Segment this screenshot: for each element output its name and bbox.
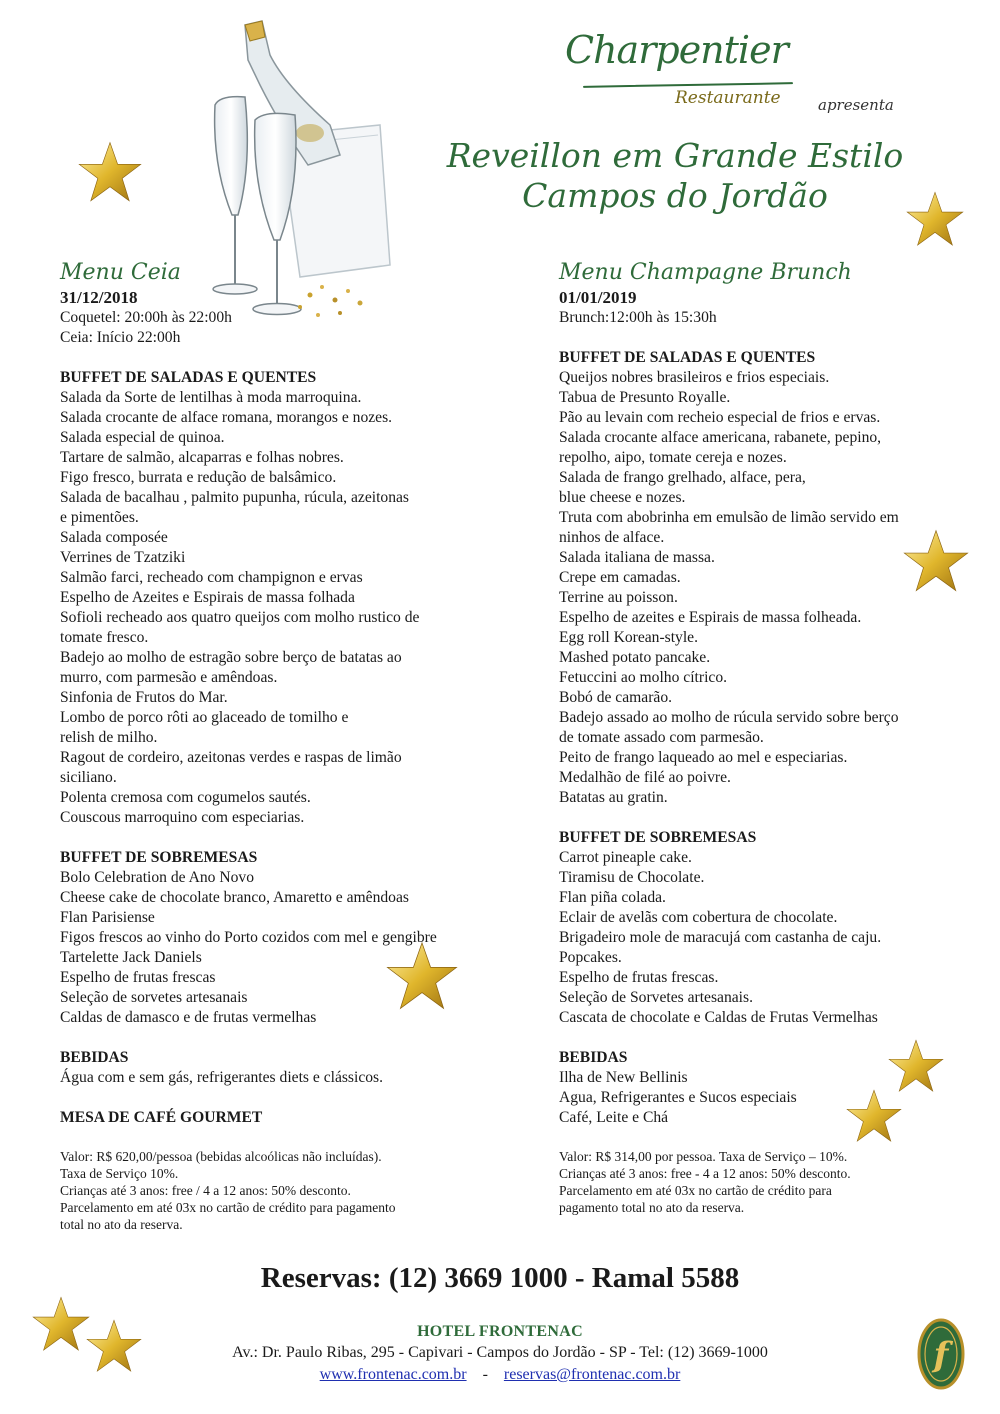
hotel-name: HOTEL FRONTENAC [417, 1323, 583, 1340]
list-item: Batatas au gratin. [559, 789, 668, 806]
price-note-line: Valor: R$ 620,00/pessoa (bebidas alcoólicas não incluídas). [60, 1149, 382, 1164]
menu-brunch-column [559, 258, 979, 1216]
list-item: e pimentões. [60, 509, 139, 526]
list-item: Polenta cremosa com cogumelos sautés. [60, 789, 311, 806]
drinks-heading: BEBIDAS [559, 1049, 628, 1066]
price-note-line: Taxa de Serviço 10%. [60, 1166, 179, 1181]
list-item: Caldas de damasco e de frutas vermelhas [60, 1009, 317, 1026]
list-item: Salada composée [60, 529, 168, 546]
list-item: Tabua de Presunto Royalle. [559, 389, 731, 406]
list-item: de tomate assado com parmesão. [559, 729, 764, 746]
list-item: Peito de frango laqueado ao mel e especiarias. [559, 749, 848, 766]
link-separator: - [482, 1366, 488, 1383]
list-item: Cheese cake de chocolate branco, Amaretto e amêndoas [60, 889, 409, 906]
list-item: Salada de bacalhau , palmito pupunha, rúcula, azeitonas [60, 489, 409, 506]
event-title-line2: Campos do Jordão [522, 176, 828, 215]
event-title [400, 136, 950, 216]
menu-brunch-title: Menu Champagne Brunch [559, 260, 852, 285]
list-item: Seleção de Sorvetes artesanais. [559, 989, 753, 1006]
drinks-heading: BEBIDAS [60, 1049, 129, 1066]
coffee-heading: MESA DE CAFÉ GOURMET [60, 1109, 263, 1126]
list-item: Egg roll Korean-style. [559, 629, 699, 646]
list-item: Tiramisu de Chocolate. [559, 869, 705, 886]
list-item: Salada de frango grelhado, alface, pera, [559, 469, 806, 486]
price-note-line: total no ato da reserva. [60, 1217, 183, 1232]
list-item: Bolo Celebration de Ano Novo [60, 869, 255, 886]
list-item: tomate fresco. [60, 629, 149, 646]
list-item: Café, Leite e Chá [559, 1109, 669, 1126]
list-item: Badejo assado ao molho de rúcula servido sobre berço [559, 709, 899, 726]
list-item: Água com e sem gás, refrigerantes diets e clássicos. [60, 1069, 384, 1086]
schedule-line: Brunch:12:00h às 15:30h [559, 309, 717, 326]
presents-text: apresenta [818, 96, 894, 114]
list-item: Lombo de porco rôti ao glaceado de tomilho e [60, 709, 349, 726]
list-item: Figos frescos ao vinho do Porto cozidos com mel e gengibre [60, 929, 437, 946]
list-item: blue cheese e nozes. [559, 489, 686, 506]
list-item: Salmão farci, recheado com champignon e ervas [60, 569, 363, 586]
price-note-line: Parcelamento em até 03x no cartão de crédito para pagamento [60, 1200, 396, 1215]
price-note-line: Parcelamento em até 03x no cartão de crédito para [559, 1183, 832, 1198]
hotel-logo-icon [917, 1318, 965, 1390]
menu-ceia-title: Menu Ceia [60, 260, 181, 285]
list-item: Ragout de cordeiro, azeitonas verdes e raspas de limão [60, 749, 402, 766]
list-item: Cascata de chocolate e Caldas de Frutas Vermelhas [559, 1009, 878, 1026]
list-item: Salada especial de quinoa. [60, 429, 225, 446]
list-item: Pão au levain com recheio especial de frios e ervas. [559, 409, 881, 426]
list-item: Espelho de azeites e Espirais de massa folheada. [559, 609, 862, 626]
salads-heading: BUFFET DE SALADAS E QUENTES [60, 369, 317, 386]
list-item: Crepe em camadas. [559, 569, 681, 586]
list-item: Sinfonia de Frutos do Mar. [60, 689, 228, 706]
restaurant-logo [565, 28, 805, 118]
list-item: Agua, Refrigerantes e Sucos especiais [559, 1089, 797, 1106]
price-note-line: Crianças até 3 anos: free / 4 a 12 anos: 50% desconto. [60, 1183, 351, 1198]
list-item: Popcakes. [559, 949, 622, 966]
website-link[interactable]: www.frontenac.com.br [319, 1366, 467, 1383]
list-item: Badejo ao molho de estragão sobre berço de batatas ao [60, 649, 402, 666]
list-item: Salada crocante alface americana, rabanete, pepino, [559, 429, 882, 446]
menu-ceia-column [60, 258, 530, 1233]
list-item: Truta com abobrinha em emulsão de limão servido em [559, 509, 899, 526]
menu-ceia-date: 31/12/2018 [60, 288, 138, 307]
hotel-logo-letter: f [933, 1335, 949, 1375]
reservations-phone: Reservas: (12) 3669 1000 - Ramal 5588 [260, 1262, 740, 1294]
list-item: Terrine au poisson. [559, 589, 678, 606]
list-item: Brigadeiro mole de maracujá com castanha de caju. [559, 929, 882, 946]
list-item: Medalhão de filé ao poivre. [559, 769, 731, 786]
list-item: Tartare de salmão, alcaparras e folhas nobres. [60, 449, 344, 466]
list-item: Carrot pineaple cake. [559, 849, 692, 866]
price-notes [60, 1148, 530, 1233]
list-item: Fetuccini ao molho cítrico. [559, 669, 728, 686]
list-item: Flan Parisiense [60, 909, 155, 926]
list-item: Salada italiana de massa. [559, 549, 715, 566]
list-item: Eclair de avelãs com cobertura de chocolate. [559, 909, 838, 926]
event-title-line1: Reveillon em Grande Estilo [446, 136, 904, 175]
list-item: Sofioli recheado aos quatro queijos com molho rustico de [60, 609, 420, 626]
menu-brunch-date: 01/01/2019 [559, 288, 637, 307]
desserts-heading: BUFFET DE SOBREMESAS [60, 849, 258, 866]
list-item: Bobó de camarão. [559, 689, 673, 706]
list-item: relish de milho. [60, 729, 158, 746]
list-item: siciliano. [60, 769, 117, 786]
schedule-line: Ceia: Início 22:00h [60, 329, 181, 346]
schedule-line: Coquetel: 20:00h às 22:00h [60, 309, 232, 326]
list-item: Figo fresco, burrata e redução de balsâmico. [60, 469, 337, 486]
hotel-address: Av.: Dr. Paulo Ribas, 295 - Capivari - Campos do Jordão - SP - Tel: (12) 3669-1000 [232, 1344, 768, 1361]
list-item: Espelho de Azeites e Espirais de massa folhada [60, 589, 355, 606]
brand-subtitle: Restaurante [675, 88, 781, 108]
price-note-line: pagamento total no ato da reserva. [559, 1200, 745, 1215]
list-item: ninhos de alface. [559, 529, 665, 546]
list-item: Seleção de sorvetes artesanais [60, 989, 248, 1006]
list-item: murro, com parmesão e amêndoas. [60, 669, 278, 686]
gold-star-icon [906, 190, 964, 248]
gold-star-icon [78, 140, 142, 204]
list-item: Espelho de frutas frescas [60, 969, 216, 986]
list-item: Couscous marroquino com especiarias. [60, 809, 305, 826]
desserts-heading: BUFFET DE SOBREMESAS [559, 829, 757, 846]
list-item: Queijos nobres brasileiros e frios especiais. [559, 369, 830, 386]
price-note-line: Crianças até 3 anos: free - 4 a 12 anos: 50% desconto. [559, 1166, 851, 1181]
price-notes [559, 1148, 979, 1216]
list-item: Tartelette Jack Daniels [60, 949, 202, 966]
list-item: repolho, aipo, tomate cereja e nozes. [559, 449, 787, 466]
price-note-line: Valor: R$ 314,00 por pessoa. Taxa de Serviço – 10%. [559, 1149, 848, 1164]
list-item: Mashed potato pancake. [559, 649, 711, 666]
list-item: Verrines de Tzatziki [60, 549, 186, 566]
list-item: Salada da Sorte de lentilhas à moda marroquina. [60, 389, 362, 406]
brand-underline [583, 82, 793, 88]
list-item: Ilha de New Bellinis [559, 1069, 688, 1086]
list-item: Flan piña colada. [559, 889, 666, 906]
contact-links [0, 1366, 1000, 1384]
list-item: Salada crocante de alface romana, morangos e nozes. [60, 409, 393, 426]
email-link[interactable]: reservas@frontenac.com.br [503, 1366, 681, 1383]
brand-name: Charpentier [565, 28, 788, 72]
list-item: Espelho de frutas frescas. [559, 969, 719, 986]
salads-heading: BUFFET DE SALADAS E QUENTES [559, 349, 816, 366]
